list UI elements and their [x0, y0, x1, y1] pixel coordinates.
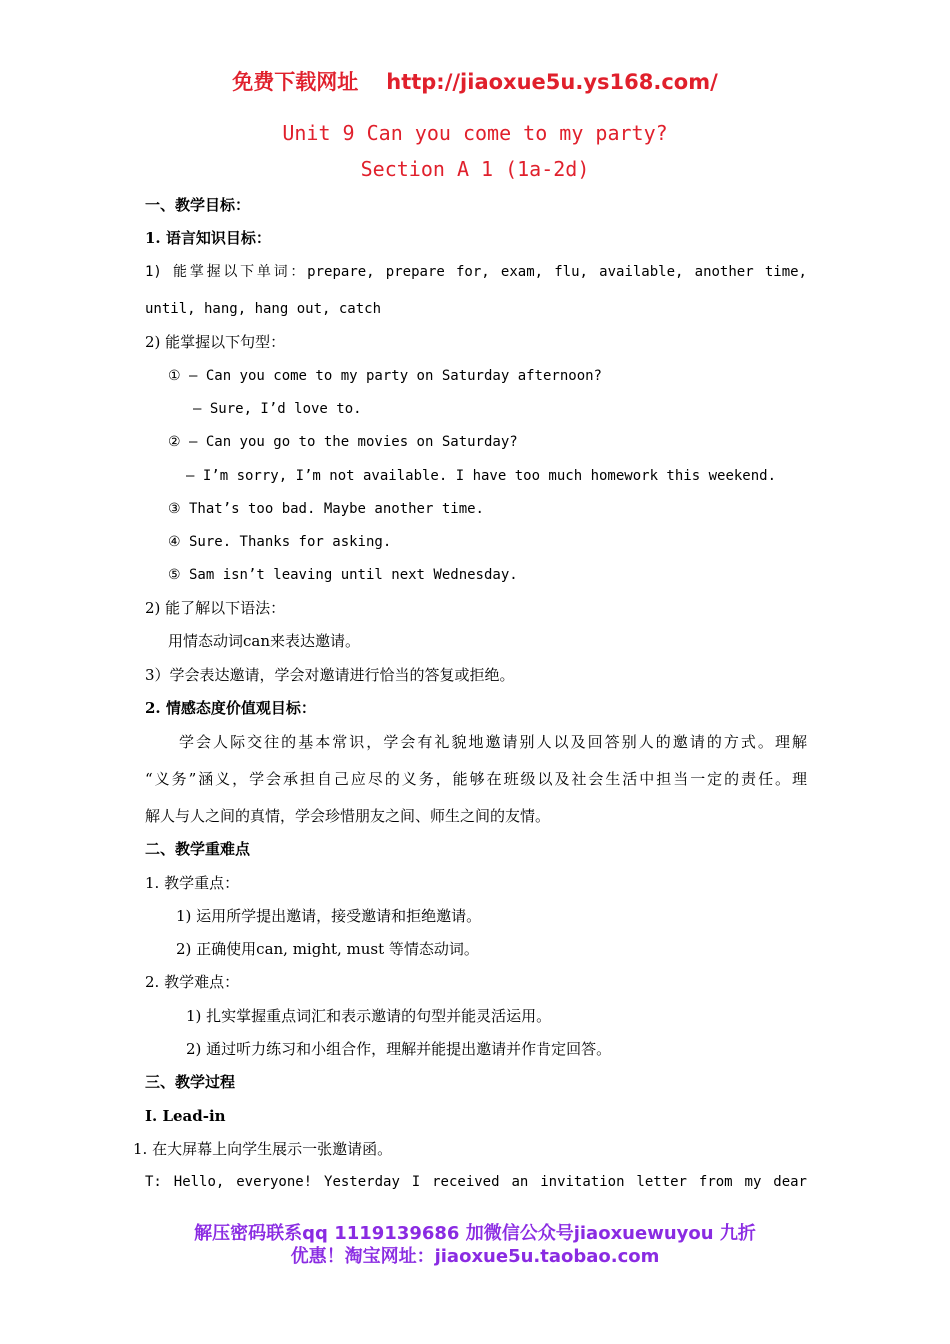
- sentence-item: ① — Can you come to my party on Saturday afternoon?: [168, 368, 602, 384]
- text-line: 用情态动词can来表达邀请。: [168, 632, 361, 650]
- text-line: 1) 运用所学提出邀请，接受邀请和拒绝邀请。: [176, 907, 482, 925]
- footer-contact: 解压密码联系qq 1119139686 加微信公众号jiaoxuewuyou 九折: [194, 1223, 756, 1244]
- subheading-values: 2. 情感态度价值观目标：: [145, 699, 316, 717]
- paragraph-line: 解人与人之间的真情，学会珍惜朋友之间、师生之间的友情。: [145, 807, 551, 825]
- text-line: 2) 能了解以下语法：: [145, 599, 286, 617]
- text-line: 2) 能掌握以下句型：: [145, 333, 286, 351]
- sentence-item: ④ Sure. Thanks for asking.: [168, 534, 392, 550]
- header-url-link[interactable]: http://jiaoxue5u.ys168.com/: [386, 70, 718, 94]
- sentence-item: ⑤ Sam isn’t leaving until next Wednesday.: [168, 567, 518, 583]
- text-line: 2. 教学难点：: [145, 973, 240, 991]
- title-section: Section A 1 (1a-2d): [360, 157, 590, 181]
- footer-shop: 优惠！淘宝网址：jiaoxue5u.taobao.com: [290, 1246, 660, 1267]
- text-line: 2) 正确使用can, might, must 等情态动词。: [176, 940, 479, 958]
- paragraph-line: 学会人际交往的基本常识，学会有礼貌地邀请别人以及回答别人的邀请的方式。理解: [179, 733, 807, 751]
- header-label: 免费下载网址: [232, 70, 359, 94]
- sentence-item: — Sure, I’d love to.: [193, 401, 362, 417]
- paragraph-line: “义务”涵义，学会承担自己应尽的义务，能够在班级以及社会生活中担当一定的责任。理: [145, 770, 807, 788]
- heading-process: 三、教学过程: [145, 1073, 236, 1091]
- text-line: until, hang, hang out, catch: [145, 301, 382, 317]
- sentence-item: — I’m sorry, I’m not available. I have too much homework this weekend.: [186, 468, 777, 484]
- text-line: 1) 能掌握以下单词：prepare, prepare for, exam, flu, available, another time,: [145, 264, 807, 280]
- download-header: [0, 66, 950, 96]
- text-line: 2) 通过听力练习和小组合作，理解并能提出邀请并作肯定回答。: [186, 1040, 612, 1058]
- text-line: 1. 在大屏幕上向学生展示一张邀请函。: [133, 1140, 393, 1158]
- text-line: T: Hello, everyone! Yesterday I received an invitation letter from my dear: [145, 1174, 807, 1190]
- title-unit: Unit 9 Can you come to my party?: [282, 121, 668, 145]
- heading-key-points: 二、教学重难点: [145, 840, 251, 858]
- subheading-lead-in: Ⅰ. Lead-in: [145, 1107, 226, 1125]
- text-line: 1) 扎实掌握重点词汇和表示邀请的句型并能灵活运用。: [186, 1007, 552, 1025]
- text-line: 3）学会表达邀请，学会对邀请进行恰当的答复或拒绝。: [145, 666, 515, 684]
- sentence-item: ② — Can you go to the movies on Saturday?: [168, 434, 518, 450]
- text-line: 1. 教学重点：: [145, 874, 240, 892]
- heading-objectives: 一、教学目标：: [145, 196, 251, 214]
- sentence-item: ③ That’s too bad. Maybe another time.: [168, 501, 484, 517]
- subheading-language: 1. 语言知识目标：: [145, 229, 271, 247]
